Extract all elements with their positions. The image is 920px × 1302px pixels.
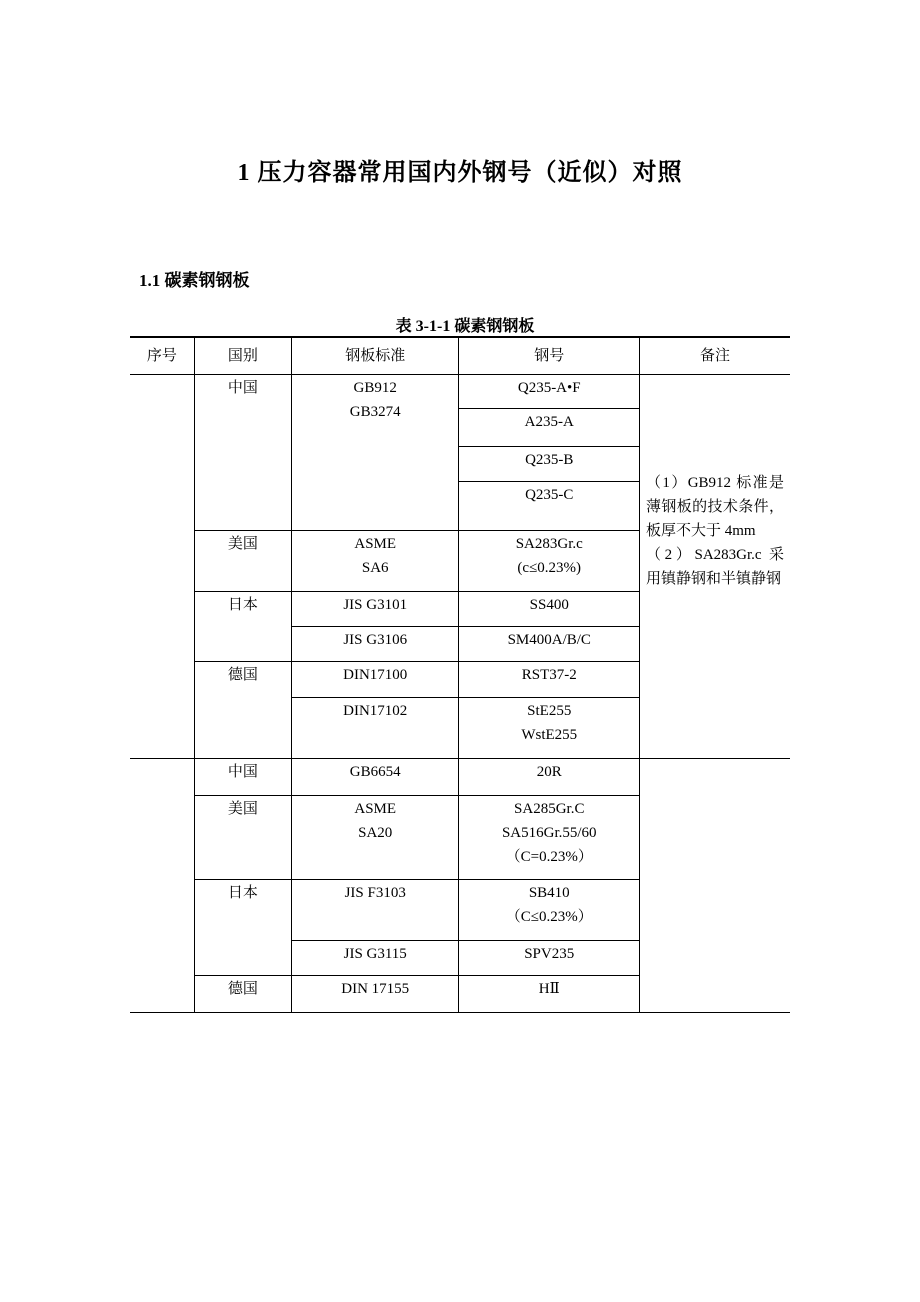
grade-line: SA516Gr.55/60 — [501, 825, 597, 841]
grade-cell: RST37-2 — [459, 662, 640, 698]
country-cell: 德国 — [194, 662, 291, 759]
section-heading: 1.1 碳素钢钢板 — [139, 271, 250, 290]
country-cell: 中国 — [194, 759, 291, 796]
grade-line: SA285Gr.C — [514, 801, 585, 817]
table-header-row — [130, 338, 790, 375]
country-cell: 中国 — [194, 375, 291, 531]
standard-line: GB912 — [353, 380, 397, 396]
standard-cell: DIN17102 — [291, 698, 459, 759]
table-caption: 表 3-1-1 碳素钢钢板 — [395, 318, 535, 335]
country-cell: 美国 — [194, 531, 291, 592]
standard-cell: JIS F3103 — [291, 880, 459, 941]
standard-cell: JIS G3115 — [291, 941, 459, 976]
standard-cell: JIS G3101 — [291, 592, 459, 627]
grade-cell: SM400A/B/C — [459, 627, 640, 662]
remarks-text: （1）GB912 标准是薄钢板的技术条件，板厚不大于 4mm （2）SA283Gr.c 采用镇静钢和半镇静钢 — [646, 475, 784, 587]
standard-cell: GB6654 — [291, 759, 459, 796]
document-title: 1 压力容器常用国内外钢号（近似）对照 — [237, 160, 683, 186]
seq-cell — [130, 375, 194, 759]
header-country: 国别 — [194, 338, 291, 375]
standard-line: SA20 — [358, 825, 393, 841]
grade-cell: Q235-A•F — [459, 375, 640, 409]
grade-line: WstE255 — [521, 727, 578, 743]
standard-line: ASME — [354, 536, 397, 552]
grade-line: (c≤0.23%) — [517, 560, 582, 576]
steel-plate-table — [130, 337, 790, 1013]
grade-line: （C≤0.23%） — [505, 909, 593, 925]
grade-line: SB410 — [528, 885, 570, 901]
grade-cell: HⅡ — [459, 976, 640, 1013]
grade-cell — [459, 880, 640, 941]
remarks-cell — [640, 759, 790, 1013]
grade-cell: SS400 — [459, 592, 640, 627]
grade-line: （C=0.23%） — [505, 849, 593, 865]
grade-cell: SPV235 — [459, 941, 640, 976]
header-remarks: 备注 — [640, 338, 790, 375]
grade-line: SA283Gr.c — [515, 536, 583, 552]
header-standard: 钢板标准 — [291, 338, 459, 375]
grade-line: StE255 — [527, 703, 572, 719]
standard-cell: JIS G3106 — [291, 627, 459, 662]
grade-cell — [459, 531, 640, 592]
standard-cell — [291, 796, 459, 880]
grade-cell — [459, 698, 640, 759]
header-seq: 序号 — [130, 338, 194, 375]
header-grade: 钢号 — [459, 338, 640, 375]
country-cell: 日本 — [194, 592, 291, 662]
remarks-cell — [640, 375, 790, 759]
grade-cell: Q235-C — [459, 482, 640, 531]
standard-cell — [291, 375, 459, 531]
grade-cell: A235-A — [459, 409, 640, 447]
standard-line: GB3274 — [349, 404, 401, 420]
seq-cell — [130, 759, 194, 1013]
country-cell: 美国 — [194, 796, 291, 880]
grade-cell: 20R — [459, 759, 640, 796]
standard-line: ASME — [354, 801, 397, 817]
table-row — [130, 375, 790, 409]
grade-cell — [459, 796, 640, 880]
standard-cell — [291, 531, 459, 592]
standard-cell: DIN 17155 — [291, 976, 459, 1013]
standard-line: SA6 — [361, 560, 389, 576]
table-row — [130, 759, 790, 796]
country-cell: 德国 — [194, 976, 291, 1013]
country-cell: 日本 — [194, 880, 291, 976]
standard-cell: DIN17100 — [291, 662, 459, 698]
grade-cell: Q235-B — [459, 447, 640, 482]
